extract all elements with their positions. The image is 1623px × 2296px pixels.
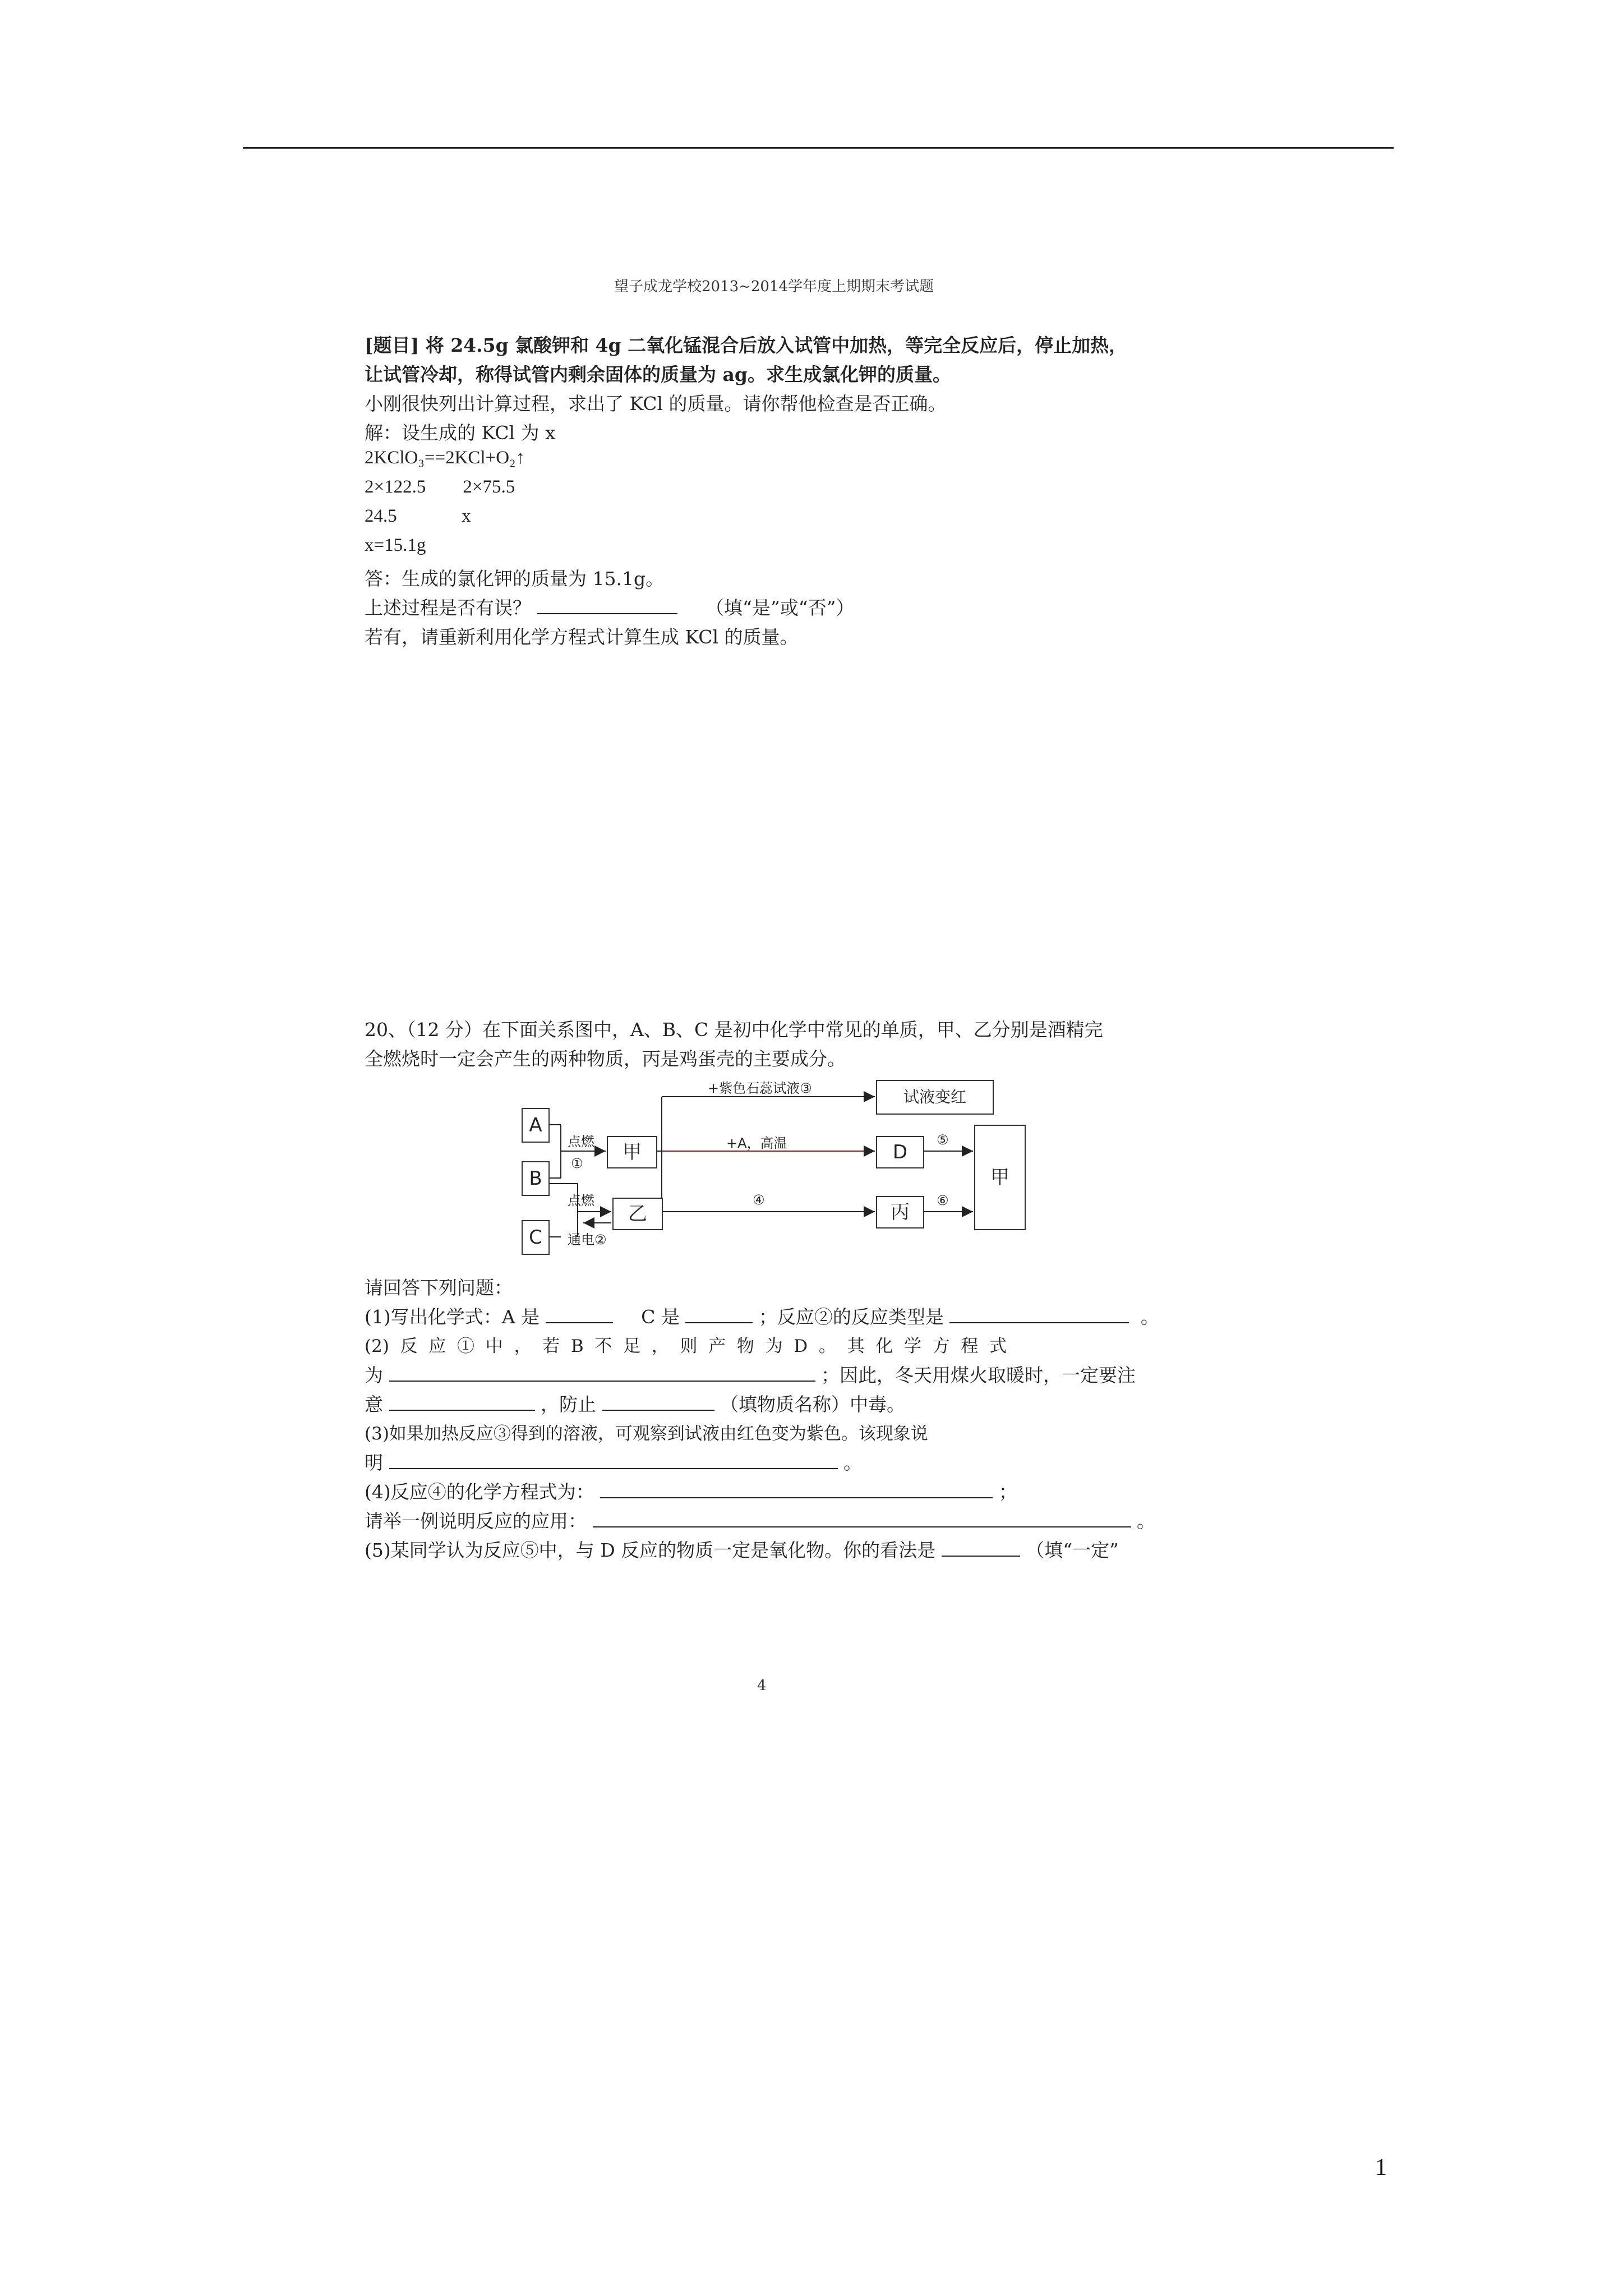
scanned-exam-page (314, 264, 1189, 1711)
question-2-line-1: (2) 反 应 ① 中 ， 若 B 不 足 ， 则 产 物 为 D 。 其 化 学 方 程 式 (365, 1336, 1007, 1356)
box-litmus-result: 试液变红 (876, 1080, 994, 1115)
inner-page-number: 4 (757, 1677, 767, 1694)
box-b: B (522, 1161, 550, 1196)
label-litmus: +紫色石蕊试液③ (708, 1080, 812, 1096)
result-line: x=15.1g (365, 535, 426, 555)
q4-application-label: 请举一例说明反应的应用： (365, 1510, 587, 1532)
question-3-line-2 (365, 1448, 862, 1475)
label-electrolysis: 通电② (568, 1232, 607, 1248)
box-jia-2: 甲 (974, 1125, 1026, 1230)
q2-attention: 意 (365, 1393, 383, 1415)
box-yi: 乙 (612, 1198, 663, 1230)
q1-type-label: ；反应②的反应类型是 (758, 1306, 944, 1328)
q2-poison: （填物质名称）中毒。 (720, 1393, 905, 1415)
q4-equation-label: (4)反应④的化学方程式为： (365, 1481, 594, 1503)
q3-end: 。 (843, 1452, 862, 1474)
q1-a-label: (1)写出化学式：A 是 (365, 1306, 540, 1328)
problem19-line-3: 小刚很快列出计算过程，求出了 KCl 的质量。请你帮他检查是否正确。 (365, 393, 947, 415)
question-2-line-3 (365, 1390, 905, 1416)
q2-for: 为 (365, 1364, 383, 1386)
q5-text: (5)某同学认为反应⑤中，与 D 反应的物质一定是氧化物。你的看法是 (365, 1539, 936, 1561)
q1-end: 。 (1140, 1306, 1159, 1328)
blank-application[interactable] (593, 1512, 1131, 1527)
label-reaction-6: ⑥ (937, 1193, 949, 1208)
box-c: C (522, 1220, 550, 1255)
q4-application-end: 。 (1137, 1510, 1155, 1532)
blank-a[interactable] (546, 1308, 613, 1323)
label-reaction-4: ④ (753, 1192, 765, 1208)
label-ignite-1: 点燃 (568, 1134, 594, 1149)
label-a-heat: +A，高温 (726, 1135, 787, 1151)
question-3-line-1: (3)如果加热反应③得到的溶液，可观察到试液由红色变为紫色。该现象说 (365, 1424, 928, 1444)
blank-equation-1[interactable] (389, 1366, 815, 1382)
fill-hint: （填“是”或“否”） (706, 597, 855, 619)
box-bing: 丙 (876, 1196, 924, 1228)
label-reaction-1: ① (571, 1156, 583, 1171)
mass-line: 24.5 x (365, 506, 471, 526)
answer-line: 答：生成的氯化钾的质量为 15.1g。 (365, 568, 665, 590)
box-jia: 甲 (607, 1136, 657, 1168)
question-4-line-2 (365, 1507, 1155, 1533)
q3-explain: 明 (365, 1452, 383, 1474)
label-ignite-2: 点燃 (568, 1193, 594, 1208)
blank-reaction-type[interactable] (949, 1308, 1129, 1323)
equation: 2KClO₃==2KCl+O₂↑ (365, 448, 525, 468)
molar-mass-line: 2×122.5 2×75.5 (365, 477, 515, 497)
box-a: A (522, 1108, 550, 1143)
question-4-line-1 (365, 1478, 1017, 1504)
problem19-line-2: 让试管冷却，称得试管内剩余固体的质量为 ag。求生成氯化钾的质量。 (365, 364, 951, 385)
recalculate-instruction: 若有，请重新利用化学方程式计算生成 KCl 的质量。 (365, 626, 799, 648)
exam-title: 望子成龙学校2013~2014学年度上期期末考试题 (614, 278, 934, 295)
blank-explanation[interactable] (389, 1453, 838, 1469)
blank-c[interactable] (685, 1308, 753, 1323)
question-1-line (365, 1303, 1159, 1329)
problem19-line-1: [题目] 将 24.5g 氯酸钾和 4g 二氧化锰混合后放入试管中加热，等完全反应后，停止加热， (365, 334, 1128, 356)
questions-heading: 请回答下列问题： (365, 1277, 513, 1299)
problem20-intro-1: 20、（12 分）在下面关系图中，A、B、C 是初中化学中常见的单质，甲、乙分别是酒精完 (365, 1019, 1103, 1041)
problem19-line-4: 解：设生成的 KCl 为 x (365, 422, 556, 444)
label-reaction-5: ⑤ (937, 1132, 949, 1148)
blank-equation-4[interactable] (600, 1483, 993, 1498)
header-rule (243, 147, 1394, 149)
q2-winter-note: ；因此，冬天用煤火取暖时，一定要注 (821, 1364, 1136, 1386)
page-number: 1 (1375, 2155, 1387, 2180)
error-question: 上述过程是否有误？ (365, 597, 531, 619)
q1-c-label: C 是 (641, 1306, 680, 1328)
blank-opinion[interactable] (942, 1541, 1020, 1557)
q4-end: ； (998, 1481, 1017, 1503)
question-2-line-2 (365, 1361, 1136, 1387)
q5-hint: （填“一定” (1026, 1539, 1119, 1561)
blank-substance[interactable] (602, 1395, 714, 1411)
question-5-line (365, 1536, 1119, 1562)
blank-attention[interactable] (389, 1395, 535, 1411)
q2-prevent: ，防止 (541, 1393, 596, 1415)
box-d: D (876, 1136, 924, 1168)
problem20-intro-2: 全燃烧时一定会产生的两种物质，丙是鸡蛋壳的主要成分。 (365, 1048, 846, 1070)
